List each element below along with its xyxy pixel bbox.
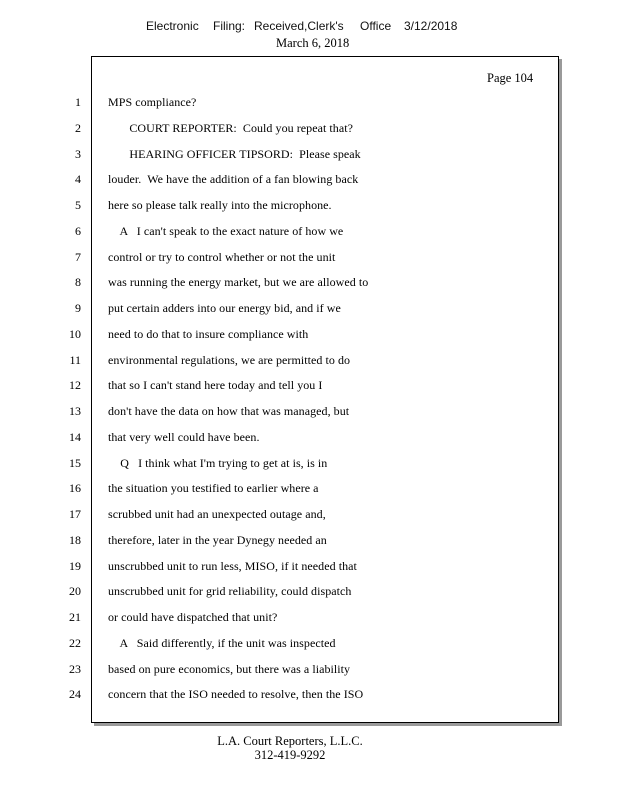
transcript-line-text: HEARING OFFICER TIPSORD: Please speak: [108, 147, 361, 161]
transcript-line-text: control or try to control whether or not the unit: [108, 250, 336, 264]
line-number: 7: [75, 250, 81, 264]
line-number: 13: [69, 404, 81, 418]
transcript-date: March 6, 2018: [276, 36, 350, 50]
transcript-line-text: here so please talk really into the microphone.: [108, 198, 332, 212]
transcript-line-text: A Said differently, if the unit was inspected: [108, 636, 336, 650]
line-number: 19: [69, 559, 81, 573]
line-number: 4: [75, 172, 81, 186]
transcript-line-text: louder. We have the addition of a fan blowing back: [108, 172, 359, 186]
transcript-line-text: or could have dispatched that unit?: [108, 610, 278, 624]
transcript-line-text: unscrubbed unit for grid reliability, could dispatch: [108, 584, 352, 598]
stamp-date: 3/12/2018: [404, 19, 458, 33]
transcript-line-text: therefore, later in the year Dynegy needed an: [108, 533, 327, 547]
transcript-line-text: that so I can't stand here today and tell you I: [108, 378, 323, 392]
line-number: 5: [75, 198, 81, 212]
line-number: 18: [69, 533, 81, 547]
transcript-line-text: was running the energy market, but we are allowed to: [108, 275, 369, 289]
transcript-line-text: scrubbed unit had an unexpected outage and,: [108, 507, 326, 521]
line-number: 20: [69, 584, 81, 598]
transcript-line-text: Q I think what I'm trying to get at is, is in: [108, 456, 328, 470]
transcript-line-text: don't have the data on how that was managed, but: [108, 404, 350, 418]
line-number: 17: [69, 507, 81, 521]
transcript-line-text: put certain adders into our energy bid, and if we: [108, 301, 341, 315]
line-number: 3: [75, 147, 81, 161]
transcript-line-text: need to do that to insure compliance with: [108, 327, 309, 341]
transcript-line-text: COURT REPORTER: Could you repeat that?: [108, 121, 353, 135]
footer-company: L.A. Court Reporters, L.L.C.: [217, 734, 363, 748]
line-number: 24: [69, 687, 81, 701]
line-number: 16: [69, 481, 81, 495]
line-number: 15: [69, 456, 81, 470]
line-number: 14: [69, 430, 81, 444]
transcript-line-text: MPS compliance?: [108, 95, 197, 109]
line-number: 2: [75, 121, 81, 135]
line-number: 10: [69, 327, 81, 341]
stamp-word-filing: Filing:: [213, 19, 246, 33]
clerk-filing-stamp: [0, 19, 618, 37]
stamp-word-office: Office: [360, 19, 392, 33]
transcript-line-text: unscrubbed unit to run less, MISO, if it needed that: [108, 559, 357, 573]
line-number: 21: [69, 610, 81, 624]
stamp-word-electronic: Electronic: [146, 19, 199, 33]
line-number: 23: [69, 662, 81, 676]
transcript-line-text: concern that the ISO needed to resolve, then the ISO: [108, 687, 364, 701]
line-number: 1: [75, 95, 81, 109]
transcript-line-text: A I can't speak to the exact nature of how we: [108, 224, 344, 238]
transcript-line-text: the situation you testified to earlier where a: [108, 481, 319, 495]
line-number: 22: [69, 636, 81, 650]
line-number: 8: [75, 275, 81, 289]
stamp-word-received: Received,Clerk's: [254, 19, 344, 33]
transcript-line-text: environmental regulations, we are permitted to do: [108, 353, 351, 367]
transcript-line-text: that very well could have been.: [108, 430, 260, 444]
line-number: 11: [69, 353, 81, 367]
page-number: Page 104: [487, 71, 534, 85]
footer-phone: 312-419-9292: [254, 748, 326, 762]
line-number: 9: [75, 301, 81, 315]
line-number: 12: [69, 378, 81, 392]
transcript-line-text: based on pure economics, but there was a liability: [108, 662, 351, 676]
line-number: 6: [75, 224, 81, 238]
